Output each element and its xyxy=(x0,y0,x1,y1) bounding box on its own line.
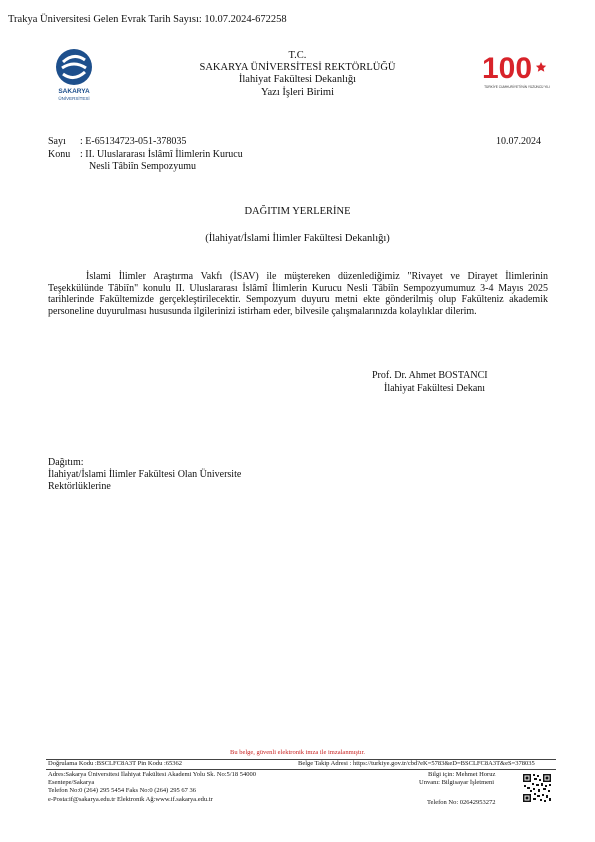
footer-contact-name: Bilgi için: Mehmet Horuz xyxy=(428,771,496,778)
footer-address-2: Esentepe/Sakarya xyxy=(48,779,95,786)
distribution-label: Dağıtım: xyxy=(48,457,84,468)
konu-value-line1: : II. Uluslararası İslâmî İlimlerin Kurucu xyxy=(80,149,243,160)
signer-name: Prof. Dr. Ahmet BOSTANCI xyxy=(372,370,488,381)
centennial-logo xyxy=(482,52,552,97)
header-tc: T.C. xyxy=(288,50,307,61)
header-university: SAKARYA ÜNİVERSİTESİ REKTÖRLÜĞÜ xyxy=(199,62,396,73)
letter-subtitle: (İlahiyat/İslami İlimler Fakültesi Dekanlığı) xyxy=(205,233,390,244)
konu-label: Konu xyxy=(48,149,71,160)
footer-contact-phone: Telefon No: 02642953272 xyxy=(427,799,496,806)
footer-email[interactable]: e-Posta:if@sakarya.edu.tr Elektronik Ağ:www.if.sakarya.edu.tr xyxy=(48,796,213,803)
footer-phone: Telefon No:0 (264) 295 5454 Faks No:0 (264) 295 67 36 xyxy=(48,787,196,794)
letter-title: DAĞITIM YERLERİNE xyxy=(244,206,351,217)
centennial-subtext: TÜRKİYE CUMHURİYETİ'NİN YÜZÜNCÜ YILI xyxy=(484,85,550,89)
signer-title: İlahiyat Fakültesi Dekanı xyxy=(384,383,486,394)
footer-contact-title: Unvanı: Bilgisayar İşletmeni xyxy=(419,779,495,786)
incoming-document-stamp: Trakya Üniversitesi Gelen Evrak Tarih Sayısı: 10.07.2024-672258 xyxy=(8,14,287,25)
distribution-line1: İlahiyat/İslami İlimler Fakültesi Olan Üniversite xyxy=(48,469,242,480)
centennial-number: 100 xyxy=(482,52,533,85)
qr-code-icon xyxy=(522,773,552,803)
logo-text-sakarya: SAKARYA xyxy=(58,88,90,95)
verification-code: Doğrulama Kodu :BSCLFC8A3T Pin Kodu :65362 xyxy=(48,760,183,767)
konu-value-line2: Nesli Tâbiîn Sempozyumu xyxy=(89,161,197,172)
letter-body: İslami İlimler Araştırma Vakfı (İSAV) ile müştereken düzenlediğimiz "Rivayet ve Dirayet İlimlerinin Teşekkülünde Tâbiîn" konulu II. Uluslararası İslâmî İlimlerin Kurucu Nesli Tâbiîn Sempozyumumuz 3-4 Mayıs 2025 tarihlerinde Fakültemizde gerçekleştirilecektir. Sempozyum duyuru metni ekte gönderilmiş olup Fakülteniz akademik personeline duyurulması hususunda ilgilerinizi istirham eder, bilvesile çalışmalarınızda kolaylıklar dilerim. xyxy=(48,271,548,317)
distribution-line2: Rektörlüklerine xyxy=(48,481,111,492)
footer-rule-bottom xyxy=(46,769,556,770)
logo-text-universitesi: ÜNİVERSİTESİ xyxy=(58,96,90,101)
esign-note: Bu belge, güvenli elektronik imza ile imzalanmıştır. xyxy=(229,749,366,756)
header-unit: Yazı İşleri Birimi xyxy=(260,87,334,98)
header-faculty: İlahiyat Fakültesi Dekanlığı xyxy=(238,74,357,85)
sayi-value: : E-65134723-051-378035 xyxy=(80,136,187,147)
sayi-label: Sayı xyxy=(48,136,66,147)
footer-address-1: Adres:Sakarya Üniversitesi İlahiyat Fakültesi Akademi Yolu Sk. No:5/18 54000 xyxy=(48,771,256,778)
document-date: 10.07.2024 xyxy=(496,136,541,147)
tracking-address[interactable]: Belge Takip Adresi : https://turkiye.gov.tr/cbd?eK=5783&eD=BSCLFC8A3T&eS=378035 xyxy=(298,760,535,767)
